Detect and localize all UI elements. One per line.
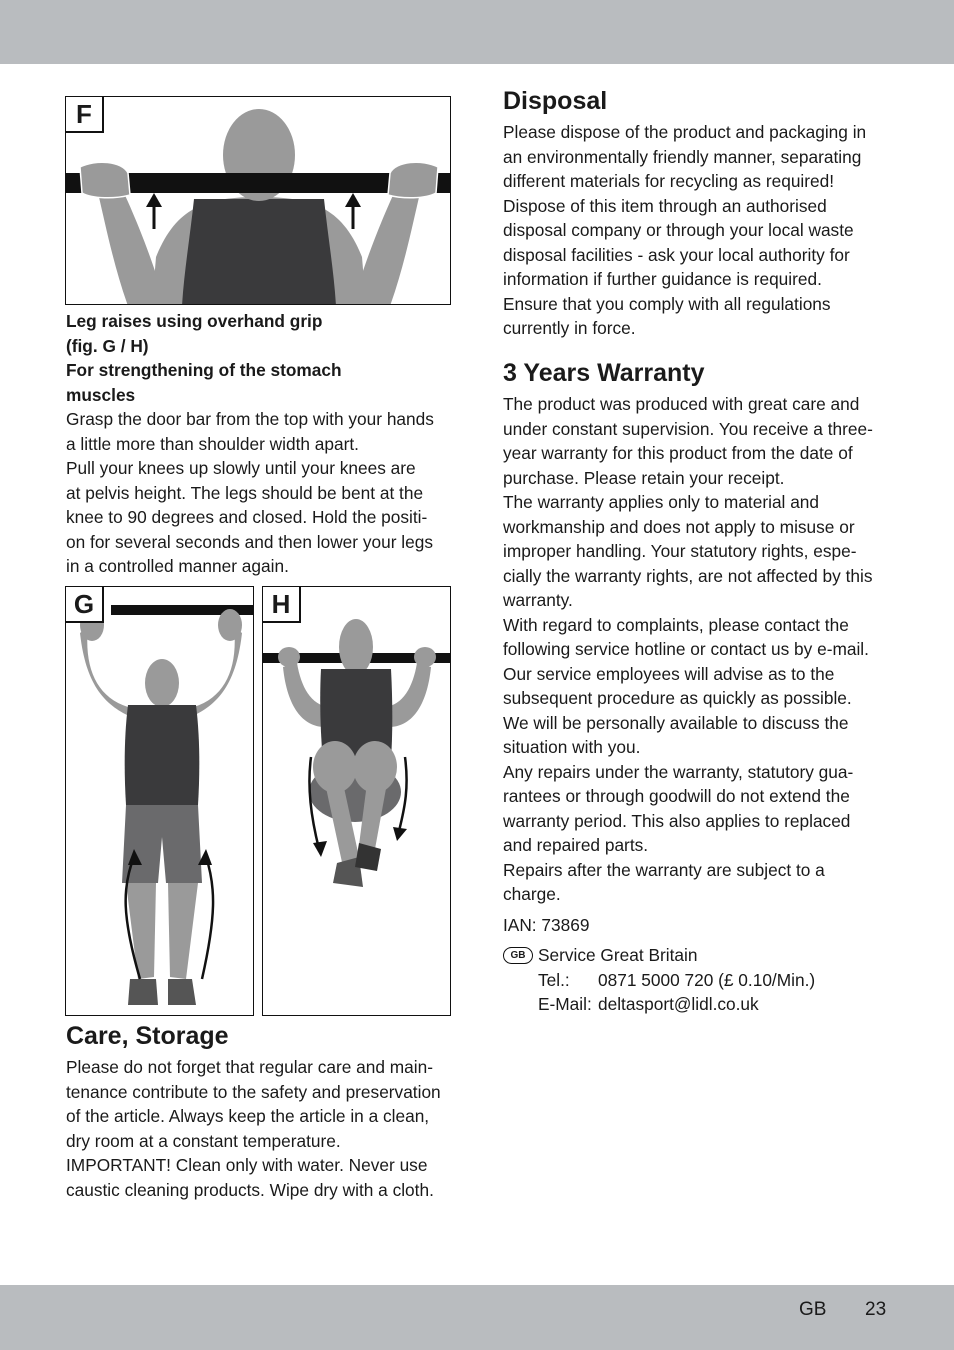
email-value[interactable]: deltasport@lidl.co.uk (598, 994, 759, 1014)
warranty-title: 3 Years Warranty (503, 359, 705, 387)
care-title: Care, Storage (66, 1022, 229, 1050)
footer-country: GB (799, 1299, 827, 1320)
figure-h-illustration (263, 587, 451, 1016)
figure-f-label: F (66, 97, 104, 133)
figure-f (65, 96, 451, 305)
footer-page-number: 23 (865, 1299, 887, 1320)
service-name: Service Great Britain (538, 945, 698, 965)
figure-g-label: G (66, 587, 104, 623)
figure-h-label: H (263, 587, 301, 623)
tel-label: Tel.: (538, 969, 570, 990)
leg-raises-title: Leg raises using overhand grip (fig. G / H) (66, 311, 323, 356)
disposal-text: Please dispose of the product and packaging in an environmentally friendly manner, separating different materials for recycling as required! Dispose of this item through an authorised disposal company or through your local waste disposal facilities - ask your local authority for information if further guidance is required. Ensure that you comply with all regulations currently in force. (503, 122, 867, 338)
disposal-title: Disposal (503, 87, 608, 115)
tel-value: 0871 5000 720 (£ 0.10/Min.) (598, 969, 816, 990)
ian-number: IAN: 73869 (503, 914, 590, 935)
figure-g-illustration (66, 587, 254, 1016)
warranty-text: The product was produced with great care and under constant supervision. You receive a three- year warranty for this product from the date of purchase. Please retain your receipt. The warranty applies only to material and workmanship and does not apply to misuse or improper handling. Your statutory rights, espe- cially the warranty rights, are not affected by this warranty. With regard to complaints, please contact the following service hotline or contact us by e-mail. Our service employees will advise as to the subsequent procedure as quickly as possible. We will be personally available to discuss the situation with you. Any repairs under the warranty, statutory gua- rantees or through goodwill do not extend the warranty period. This also applies to replaced and repaired parts. Repairs after the warranty are subject to a charge. (503, 394, 873, 904)
figure-f-illustration (66, 97, 451, 305)
leg-raises-subtitle: For strengthening of the stomach muscles (66, 360, 342, 405)
figure-h (262, 586, 451, 1016)
care-text: Please do not forget that regular care and main- tenance contribute to the safety and preservation of the article. Always keep the article in a clean, dry room at a constant temperature. IMPORTANT! Clean only with water. Never use caustic cleaning products. Wipe dry with a cloth. (66, 1057, 441, 1200)
email-label: E-Mail: (538, 994, 592, 1014)
top-band (0, 0, 954, 64)
service-block (503, 943, 893, 1017)
gb-badge-icon: GB (503, 947, 533, 964)
leg-raises-text: Grasp the door bar from the top with your hands a little more than shoulder width apart. Pull your knees up slowly until your knees are at pelvis height. The legs should be bent at the knee to 90 degrees and closed. Hold the positi- on for several seconds and then lower your legs in a controlled manner again. (66, 409, 434, 576)
figure-g (65, 586, 254, 1016)
